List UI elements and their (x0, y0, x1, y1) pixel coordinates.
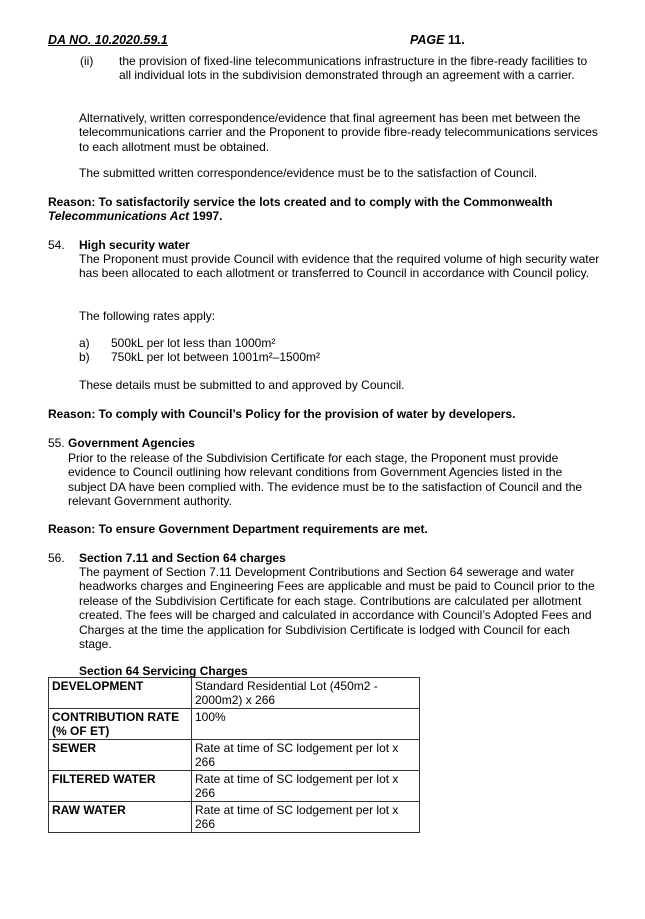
page-label: PAGE (410, 33, 445, 47)
paragraph-alternatively: Alternatively, written correspondence/evidence that final agreement has been met between the telecommunications carrier and the Proponent to provide fibre-ready telecommunications services to each allotment must be obtained. (79, 111, 598, 154)
rate-a-label: a) (79, 336, 90, 350)
condition-54-title: High security water (79, 238, 190, 252)
da-number: DA NO. 10.2020.59.1 (48, 33, 168, 47)
rate-a-text: 500kL per lot less than 1000m² (111, 336, 276, 350)
condition-54-closing: These details must be submitted to and approved by Council. (79, 378, 405, 392)
reason-53: Reason: To satisfactorily service the lots created and to comply with the Commonwealth Telecommunications Act 1997. (48, 195, 553, 224)
table-value: Rate at time of SC lodgement per lot x 266 (192, 802, 420, 833)
table-value: Rate at time of SC lodgement per lot x 266 (192, 771, 420, 802)
table-value: 100% (192, 709, 420, 740)
table-key: RAW WATER (49, 802, 192, 833)
condition-55-title: Government Agencies (68, 436, 195, 450)
table-key: FILTERED WATER (49, 771, 192, 802)
table-row (49, 740, 420, 771)
table-key: CONTRIBUTION RATE (% OF ET) (49, 709, 192, 740)
condition-55-body: Prior to the release of the Subdivision Certificate for each stage, the Proponent must provide evidence to Council outlining how relevant conditions from Government Agencies listed in the subject DA have been complied with. The evidence must be to the satisfaction of Council and the relevant Government authority. (68, 451, 583, 509)
page-header (48, 33, 470, 47)
condition-56-title: Section 7.11 and Section 64 charges (79, 551, 286, 565)
rates-intro: The following rates apply: (79, 309, 216, 323)
page-number: 11. (447, 33, 465, 47)
condition-54-number: 54. (48, 238, 65, 252)
rate-b-text: 750kL per lot between 1001m²–1500m² (111, 350, 321, 364)
table-key: SEWER (49, 740, 192, 771)
table-value: Standard Residential Lot (450m2 - 2000m2) x 266 (192, 678, 420, 709)
paragraph-submitted: The submitted written correspondence/evidence must be to the satisfaction of Council. (79, 166, 538, 180)
table-title: Section 64 Servicing Charges (79, 664, 248, 678)
table-key: DEVELOPMENT (49, 678, 192, 709)
condition-56-body: The payment of Section 7.11 Development Contributions and Section 64 sewerage and water headworks charges and Engineering Fees are applicable and must be paid to Council prior to the release of the Subdivision Certificate for each stage. Contributions are calculated per allotment created. The fees will be charged and calculated in accordance with Council’s Adopted Fees and Charges at the time the application for Subdivision Certificate is lodged with Council for each stage. (79, 565, 595, 652)
table-row (49, 709, 420, 740)
table-row (49, 678, 420, 709)
rate-b-label: b) (79, 350, 90, 364)
reason-54: Reason: To comply with Council’s Policy for the provision of water by developers. (48, 407, 516, 421)
table-row (49, 771, 420, 802)
condition-56-number: 56. (48, 551, 65, 565)
item-ii-label: (ii) (80, 54, 94, 68)
condition-55-number: 55. (48, 436, 65, 450)
condition-54-body: The Proponent must provide Council with evidence that the required volume of high security water has been allocated to each allotment or transferred to Council in accordance with Council policy. (79, 252, 600, 281)
item-ii-text: the provision of fixed-line telecommunications infrastructure in the fibre-ready facilities to all individual lots in the subdivision demonstrated through an agreement with a carrier. (119, 54, 588, 83)
table-row (49, 802, 420, 833)
table-value: Rate at time of SC lodgement per lot x 266 (192, 740, 420, 771)
servicing-charges-table (48, 677, 420, 833)
reason-55: Reason: To ensure Government Department requirements are met. (48, 522, 428, 536)
